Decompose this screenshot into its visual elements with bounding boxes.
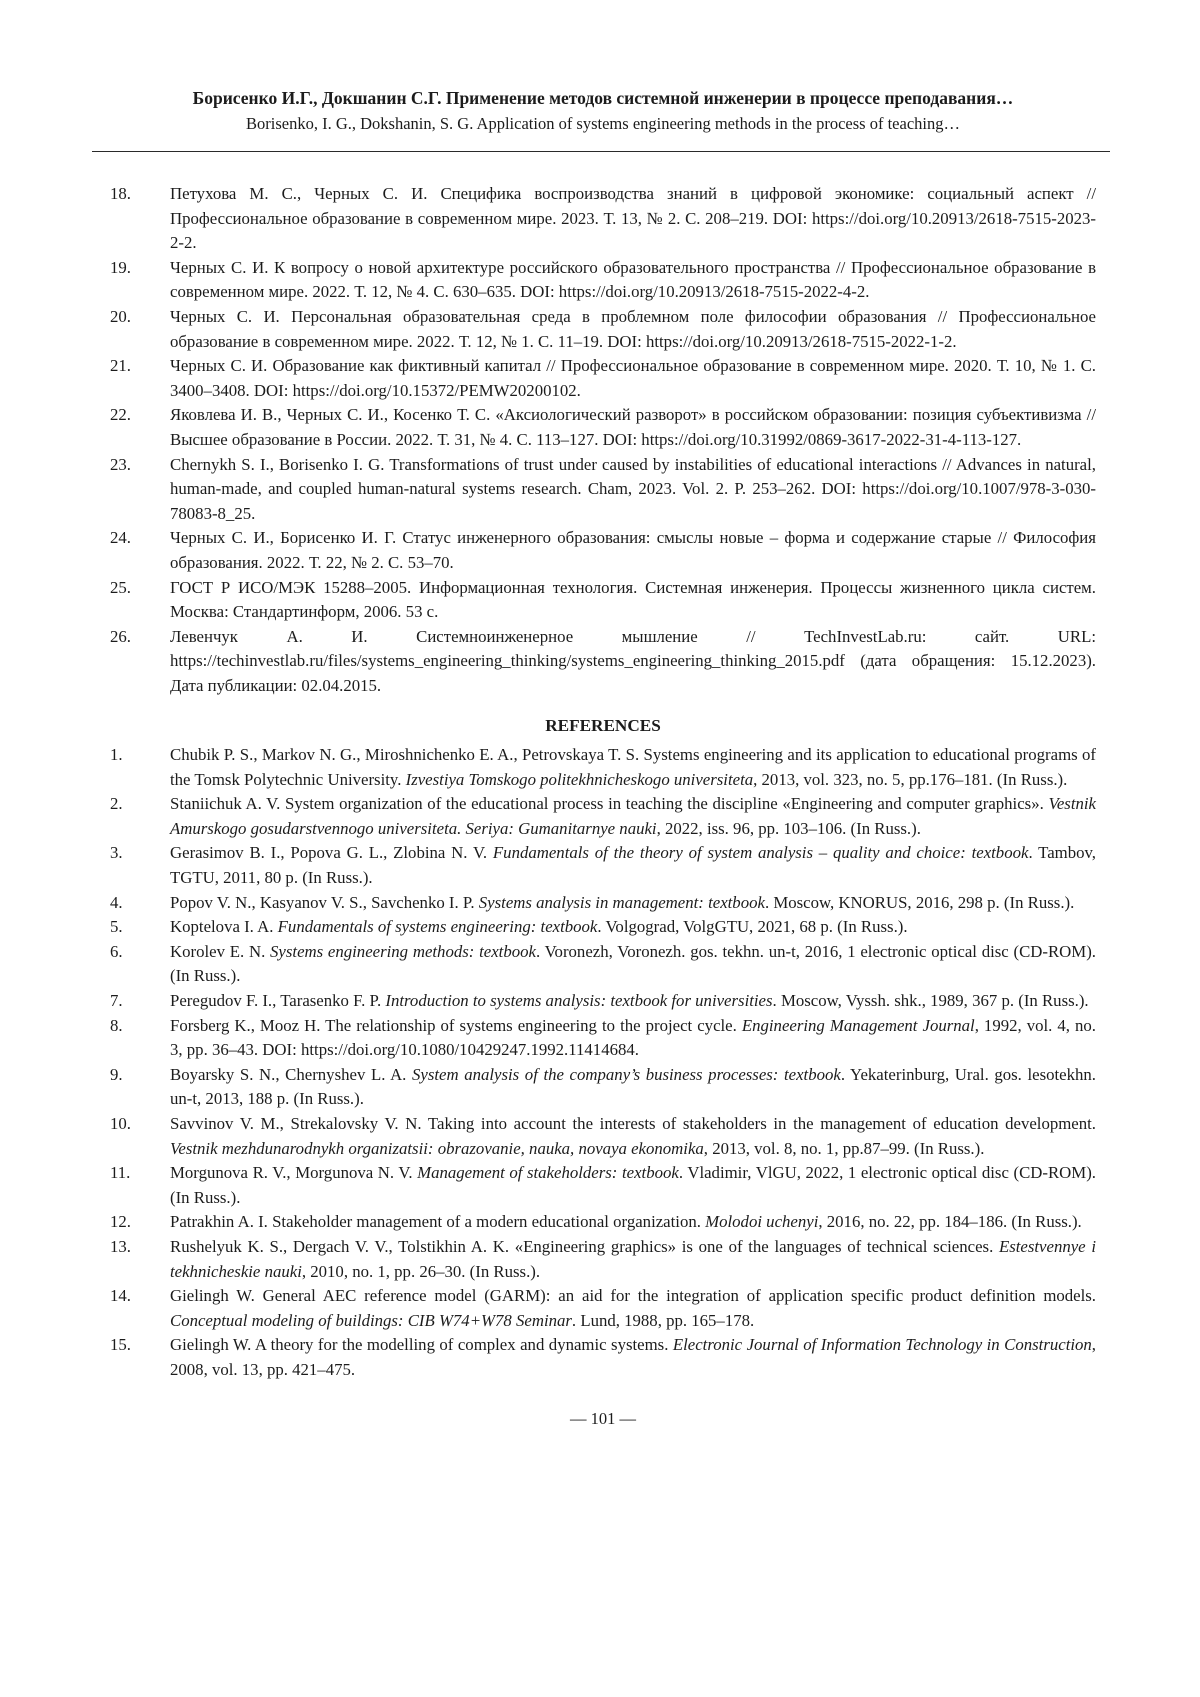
reference-number: 13. xyxy=(110,1236,131,1256)
reference-number: 6. xyxy=(110,941,123,961)
reference-text: Korolev E. N. Systems engineering methods: textbook. Voronezh, Voronezh. gos. tekhn. un-t, 2016, 1 electronic optical disc (CD-ROM). (In Russ.). xyxy=(170,941,1096,986)
reference-text: Яковлева И. В., Черных С. И., Косенко Т. С. «Аксиологический разворот» в российском образовании: позиция субъективизма // Высшее образование в России. 2022. Т. 31, № 4. С. 113–127. DOI: https://doi.org/10.31992/0869-3617-2022-31-4-113-127. xyxy=(170,405,1096,449)
reference-item xyxy=(110,1333,1096,1382)
reference-text: Черных С. И. Образование как фиктивный капитал // Профессиональное образование в современном мире. 2020. Т. 10, № 1. С. 3400–3408. DOI: https://doi.org/10.15372/PEMW20200102. xyxy=(170,356,1096,400)
reference-number: 3. xyxy=(110,843,123,863)
reference-number: 23. xyxy=(110,454,131,474)
reference-item xyxy=(110,182,1096,256)
reference-text: Gerasimov B. I., Popova G. L., Zlobina N. V. Fundamentals of the theory of system analysis – quality and choice: textbook. Tambov, TGTU, 2011, 80 p. (In Russ.). xyxy=(170,843,1096,888)
reference-text: Петухова М. С., Черных С. И. Специфика воспроизводства знаний в цифровой экономике: социальный аспект // Профессиональное образование в современном мире. 2023. Т. 13, № 2. С. 208–219. DOI: https://doi.org/10.20913/2618-7515-2023-2-2. xyxy=(170,184,1096,253)
reference-text: ГОСТ Р ИСО/МЭК 15288–2005. Информационная технология. Системная инженерия. Процессы жизненного цикла систем. Москва: Стандартинформ, 2006. 53 с. xyxy=(170,577,1096,622)
reference-item xyxy=(110,1112,1096,1161)
reference-number: 11. xyxy=(110,1163,131,1183)
reference-item xyxy=(110,792,1096,841)
reference-number: 12. xyxy=(110,1212,131,1232)
bibliography-section xyxy=(110,182,1096,698)
reference-text: Rushelyuk K. S., Dergach V. V., Tolstikhin A. K. «Engineering graphics» is one of the languages of technical sciences. Estestvennye i tekhnicheskie nauki, 2010, no. 1, pp. 26–30. (In Russ.). xyxy=(170,1236,1096,1281)
reference-number: 19. xyxy=(110,257,131,277)
references-heading: REFERENCES xyxy=(545,716,661,736)
reference-number: 21. xyxy=(110,356,131,376)
reference-item xyxy=(110,453,1096,527)
reference-number: 10. xyxy=(110,1113,131,1133)
reference-item xyxy=(110,576,1096,625)
reference-text: Staniichuk A. V. System organization of the educational process in teaching the discipline «Engineering and computer graphics». Vestnik Amurskogo gosudarstvennogo universiteta. Seriya: Gumanitarnye nauki, 2022, iss. 96, pp. 103–106. (In Russ.). xyxy=(170,794,1096,838)
reference-text: Chernykh S. I., Borisenko I. G. Transformations of trust under caused by instabilities of educational interactions // Advances in natural, human-made, and coupled human-natural systems research. Cham, 2023. Vol. 2. P. 253–262. DOI: https://doi.org/10.1007/978-3-030-78083-8_25. xyxy=(170,454,1096,523)
reference-number: 5. xyxy=(110,917,123,937)
reference-number: 15. xyxy=(110,1335,131,1355)
reference-number: 25. xyxy=(110,577,131,597)
reference-item xyxy=(110,743,1096,792)
page-number: — 101 — xyxy=(570,1408,636,1428)
reference-item xyxy=(110,1210,1096,1235)
reference-text: Morgunova R. V., Morgunova N. V. Management of stakeholders: textbook. Vladimir, VlGU, 2022, 1 electronic optical disc (CD-ROM). (In Russ.). xyxy=(170,1163,1096,1207)
reference-number: 14. xyxy=(110,1286,131,1306)
bibliography-list xyxy=(110,182,1096,698)
reference-number: 24. xyxy=(110,528,131,548)
reference-number: 26. xyxy=(110,626,131,646)
reference-number: 7. xyxy=(110,991,123,1010)
reference-item xyxy=(110,841,1096,890)
page-header xyxy=(110,86,1096,152)
reference-item xyxy=(110,256,1096,305)
reference-number: 20. xyxy=(110,306,131,326)
reference-item xyxy=(110,1235,1096,1284)
reference-item xyxy=(110,1284,1096,1333)
reference-number: 8. xyxy=(110,1015,123,1035)
reference-text: Черных С. И. Персональная образовательная среда в проблемном поле философии образования // Профессиональное образование в современном мире. 2022. Т. 12, № 1. С. 11–19. DOI: https://doi.org/10.20913/2618-7515-2022-1-2. xyxy=(170,306,1096,351)
reference-text: Черных С. И., Борисенко И. Г. Статус инженерного образования: смыслы новые – форма и содержание старые // Философия образования. 2022. Т. 22, № 2. С. 53–70. xyxy=(170,528,1096,572)
running-title-english: Borisenko, I. G., Dokshanin, S. G. Application of systems engineering methods in the process of teaching… xyxy=(246,114,960,133)
reference-item xyxy=(110,1063,1096,1112)
reference-text: Popov V. N., Kasyanov V. S., Savchenko I. P. Systems analysis in management: textbook. Moscow, KNORUS, 2016, 298 p. (In Russ.). xyxy=(170,892,1075,912)
reference-number: 4. xyxy=(110,892,123,912)
reference-number: 22. xyxy=(110,405,131,425)
reference-text: Forsberg K., Mooz H. The relationship of systems engineering to the project cycle. Engineering Management Journal, 1992, vol. 4, no. 3, pp. 36–43. DOI: https://doi.org/10.1080/10429247.1992.11414684. xyxy=(170,1015,1096,1060)
reference-item xyxy=(110,305,1096,354)
reference-number: 2. xyxy=(110,794,123,814)
reference-text: Savvinov V. M., Strekalovsky V. N. Taking into account the interests of stakeholders in the management of education development. Vestnik mezhdunarodnykh organizatsii: obrazovanie, nauka, novaya ekonomika, 2013, vol. 8, no. 1, pp.87–99. (In Russ.). xyxy=(170,1113,1096,1158)
reference-item xyxy=(110,403,1096,452)
reference-text: Gielingh W. A theory for the modelling of complex and dynamic systems. Electronic Journal of Information Technology in Construction, 2008, vol. 13, pp. 421–475. xyxy=(170,1335,1096,1379)
reference-text: Patrakhin A. I. Stakeholder management of a modern educational organization. Molodoi uchenyi, 2016, no. 22, pp. 184–186. (In Russ.). xyxy=(170,1212,1082,1232)
reference-text: Chubik P. S., Markov N. G., Miroshnichenko E. A., Petrovskaya T. S. Systems engineering and its application to educational programs of the Tomsk Polytechnic University. Izvestiya Tomskogo politekhnicheskogo universiteta, 2013, vol. 323, no. 5, pp.176–181. (In Russ.). xyxy=(170,745,1096,789)
reference-item xyxy=(110,1161,1096,1210)
reference-item xyxy=(110,891,1096,916)
reference-item xyxy=(110,625,1096,699)
reference-item xyxy=(110,1014,1096,1063)
reference-item xyxy=(110,989,1096,1014)
running-title-russian: Борисенко И.Г., Докшанин С.Г. Применение методов системной инженерии в процессе преподавания… xyxy=(192,88,1014,108)
reference-text: Peregudov F. I., Tarasenko F. P. Introduction to systems analysis: textbook for universities. Moscow, Vyssh. shk., 1989, 367 p. (In Russ.). xyxy=(170,991,1089,1010)
reference-text: Gielingh W. General AEC reference model (GARM): an aid for the integration of application specific product definition models. Conceptual modeling of buildings: CIB W74+W78 Seminar. Lund, 1988, pp. 165–178. xyxy=(170,1286,1096,1330)
reference-number: 9. xyxy=(110,1064,123,1084)
references-list xyxy=(110,743,1096,1382)
reference-number: 1. xyxy=(110,745,123,765)
reference-item xyxy=(110,940,1096,989)
reference-text: Boyarsky S. N., Chernyshev L. A. System analysis of the company’s business processes: textbook. Yekaterinburg, Ural. gos. lesotekhn. un-t, 2013, 188 p. (In Russ.). xyxy=(170,1064,1096,1109)
reference-text: Черных С. И. К вопросу о новой архитектуре российского образовательного пространства // Профессиональное образование в современном мире. 2022. Т. 12, № 4. С. 630–635. DOI: https://doi.org/10.20913/2618-7515-2022-4-2. xyxy=(170,257,1096,302)
reference-item xyxy=(110,915,1096,940)
reference-text: Левенчук А. И. Системноинженерное мышление // TechInvestLab.ru: сайт. URL: https://techinvestlab.ru/files/systems_engineering_thinking/systems_engineering_thinking_2015.pdf (дата обращения: 15.12.2023). Дата публикации: 02.04.2015. xyxy=(170,626,1096,695)
reference-item xyxy=(110,526,1096,575)
page-footer xyxy=(110,1409,1096,1429)
reference-number: 18. xyxy=(110,184,131,203)
header-divider xyxy=(92,151,1110,152)
reference-text: Koptelova I. A. Fundamentals of systems engineering: textbook. Volgograd, VolgGTU, 2021, 68 p. (In Russ.). xyxy=(170,917,908,937)
reference-item xyxy=(110,354,1096,403)
